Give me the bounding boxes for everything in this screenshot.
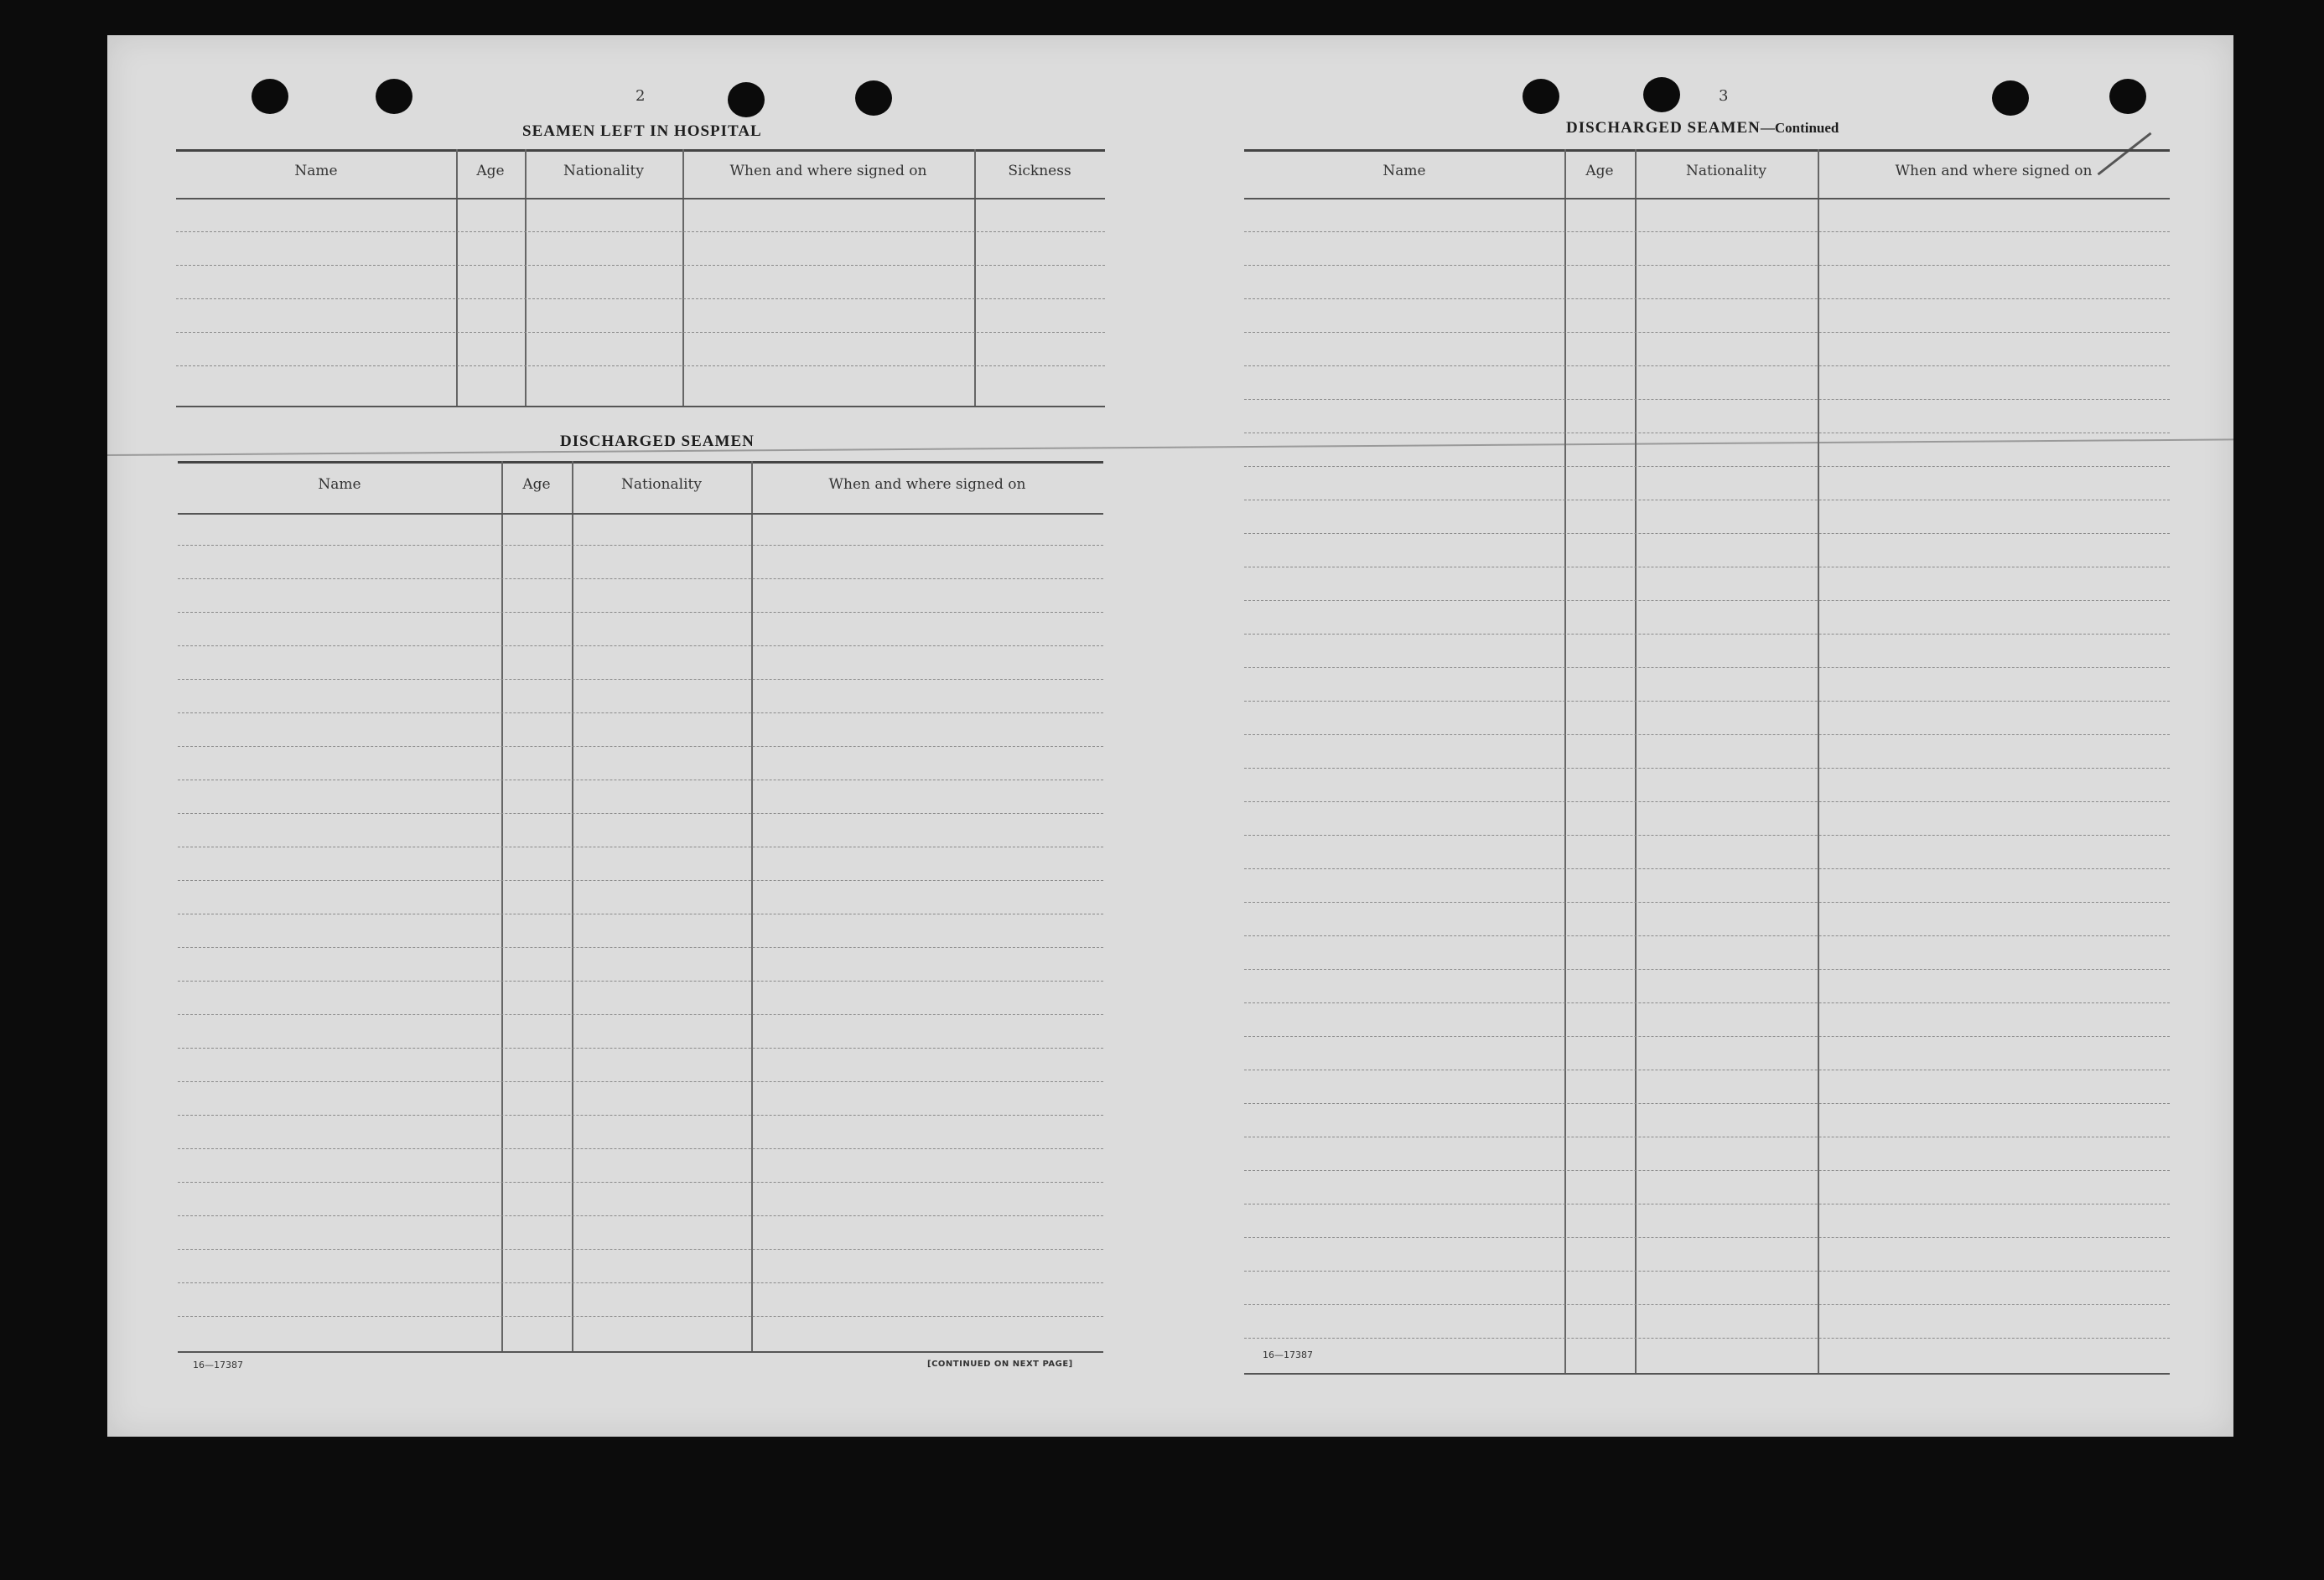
table-row-line [178,813,1103,814]
table-row-line [1244,734,2170,735]
table-row-line [178,981,1103,982]
table-row-line [178,645,1103,646]
continued-suffix: —Continued [1760,120,1839,136]
table-row-line [1244,835,2170,836]
table-row-line [1244,902,2170,903]
table-row-line [1244,701,2170,702]
discharged-col-name: Name [318,476,361,493]
table-row-line [1244,801,2170,802]
hospital-section-title: SEAMEN LEFT IN HOSPITAL [522,122,762,140]
table-row-line [1244,1036,2170,1037]
table-row-line [1244,634,2170,635]
table-row-line [178,1316,1103,1317]
hospital-col-age: Age [476,163,505,179]
hospital-col-name: Name [294,163,338,179]
table-row-line [1244,667,2170,668]
discharged-col-age: Age [522,476,551,493]
table-row-line [1244,969,2170,970]
punch-hole [1523,79,1559,114]
discharged-section-title-right [1566,119,1839,137]
table-row-line [1244,1002,2170,1003]
discharged-right-col-signed-on: When and where signed on [1895,163,2093,179]
table-row-line [1244,1237,2170,1238]
table-row-line [1244,265,2170,266]
table-row-line [1244,600,2170,601]
table-row-line [1244,399,2170,400]
continued-note: [CONTINUED ON NEXT PAGE] [927,1360,1073,1369]
table-row-line [1244,1103,2170,1104]
table-row-line [178,1249,1103,1250]
punch-hole [2109,79,2146,114]
discharged-col-signed-on: When and where signed on [828,476,1026,493]
form-code-left: 16—17387 [193,1360,243,1370]
punch-hole [1992,80,2029,116]
paper-sheet [107,35,2233,1437]
hospital-col-sickness: Sickness [1008,163,1071,179]
table-row-line [1244,768,2170,769]
table-row-line [1244,1271,2170,1272]
discharged-section-title-left: DISCHARGED SEAMEN [560,433,755,450]
hospital-col-nationality: Nationality [563,163,644,179]
discharged-table-left [178,461,1103,1390]
table-row-line [1244,466,2170,467]
table-row-line [178,679,1103,680]
discharged-right-col-age: Age [1585,163,1614,179]
punch-hole [855,80,892,116]
table-row-line [178,612,1103,613]
hospital-col-signed-on: When and where signed on [729,163,927,179]
table-row-line [1244,365,2170,366]
discharged-table-right [1244,149,2170,1381]
punch-hole [252,79,288,114]
discharged-right-col-name: Name [1382,163,1426,179]
table-row-line [178,545,1103,546]
punch-hole [1643,77,1680,112]
punch-hole [728,82,765,117]
table-row-line [1244,935,2170,936]
table-row-line [178,1115,1103,1116]
discharged-right-col-nationality: Nationality [1686,163,1766,179]
page-number-left: 2 [635,87,646,105]
form-code-right: 16—17387 [1263,1349,1313,1360]
discharged-title-text: DISCHARGED SEAMEN [1566,119,1761,137]
table-row-line [178,712,1103,713]
table-row-line [1244,332,2170,333]
table-row-line [178,1081,1103,1082]
table-row-line [178,1215,1103,1216]
table-row-line [1244,298,2170,299]
table-row-line [178,1282,1103,1283]
discharged-col-nationality: Nationality [621,476,702,493]
table-row-line [1244,1304,2170,1305]
table-row-line [178,1148,1103,1149]
table-row-line [1244,1170,2170,1171]
table-row-line [178,578,1103,579]
table-row-line [178,746,1103,747]
page-number-right: 3 [1719,87,1729,105]
hospital-table [176,149,1105,444]
table-row-line [178,880,1103,881]
table-row-line [178,947,1103,948]
table-row-line [1244,533,2170,534]
table-row-line [1244,1338,2170,1339]
table-row-line [178,1182,1103,1183]
punch-hole [376,79,412,114]
table-row-line [178,1014,1103,1015]
table-row-line [178,1048,1103,1049]
table-row-line [1244,231,2170,232]
table-row-line [1244,868,2170,869]
